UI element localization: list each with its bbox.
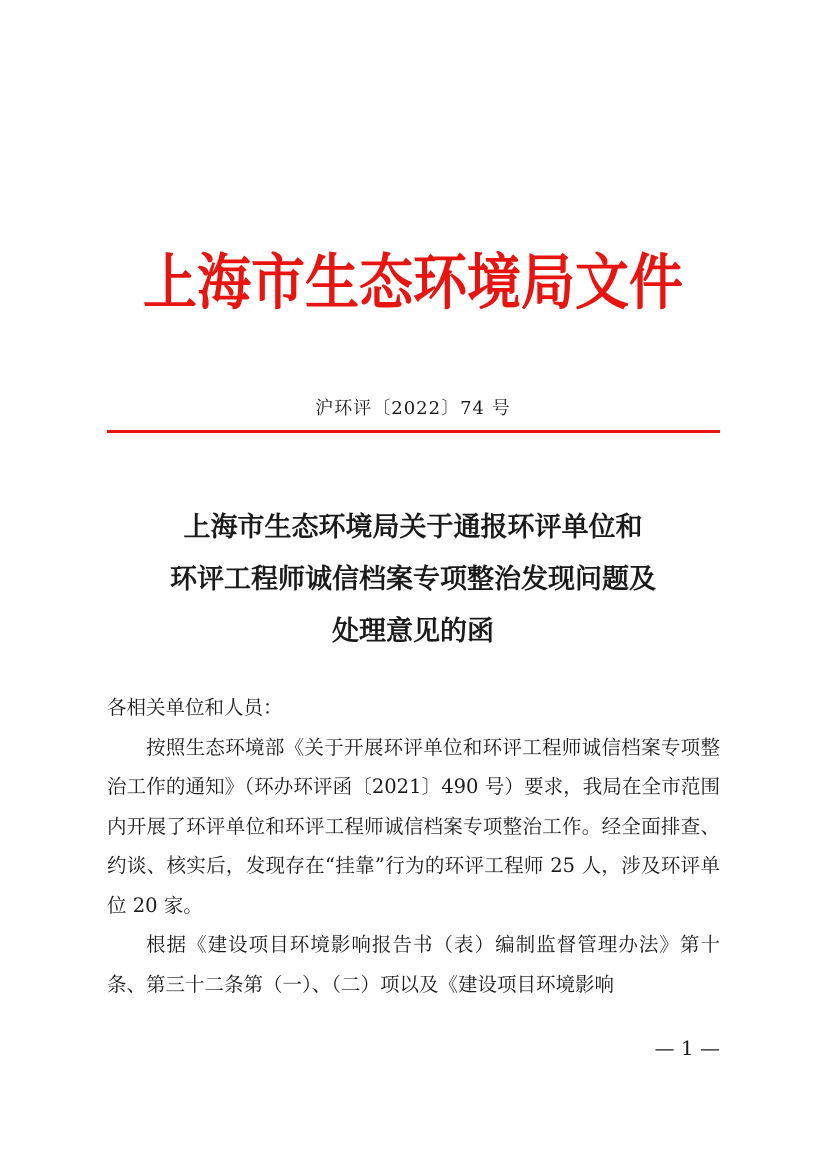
body-paragraph-2: 根据《建设项目环境影响报告书（表）编制监督管理办法》第十条、第三十二条第（一）、（二）项以及《建设项目环境影响 <box>107 933 720 996</box>
title-line-2: 环评工程师诚信档案专项整治发现问题及 <box>170 564 656 595</box>
document-title <box>0 502 826 658</box>
salutation: 各相关单位和人员： <box>107 696 283 719</box>
title-line-3: 处理意见的函 <box>332 616 494 647</box>
body-paragraph-1: 按照生态环境部《关于开展环评单位和环评工程师诚信档案专项整治工作的通知》（环办环评函〔2021〕490 号）要求，我局在全市范围内开展了环评单位和环评工程师诚信档案专项整治工作。经全面排查、约谈、核实后，发现存在“挂靠”行为的环评工程师 25 人，涉及环评单位 20 家。 <box>107 735 720 917</box>
page-number: — 1 — <box>654 1036 720 1060</box>
document-number: 沪环评〔2022〕74 号 <box>315 398 511 419</box>
red-divider-line <box>107 430 720 433</box>
title-line-1: 上海市生态环境局关于通报环评单位和 <box>183 512 643 543</box>
masthead-title: 上海市生态环境局文件 <box>143 246 683 318</box>
document-body <box>107 688 720 1004</box>
